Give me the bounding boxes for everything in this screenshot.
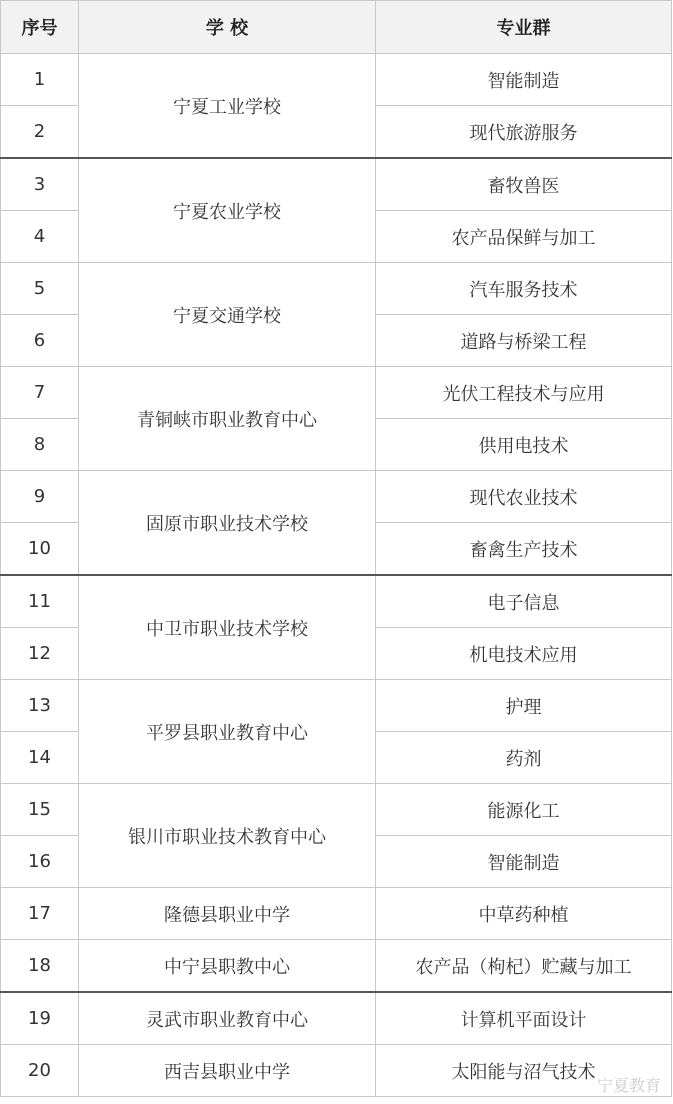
table-row <box>1 367 672 419</box>
table-row <box>1 888 672 940</box>
row-index: 13 <box>1 680 79 732</box>
major-group: 太阳能与沼气技术 <box>376 1045 672 1097</box>
major-group: 计算机平面设计 <box>376 992 672 1045</box>
table-row <box>1 575 672 628</box>
school-name: 灵武市职业教育中心 <box>79 992 376 1045</box>
row-index: 14 <box>1 732 79 784</box>
major-group: 现代旅游服务 <box>376 106 672 159</box>
row-index: 9 <box>1 471 79 523</box>
major-group: 智能制造 <box>376 54 672 106</box>
table-row <box>1 992 672 1045</box>
watermark-text: 宁夏教育 <box>596 1076 661 1095</box>
table-row <box>1 680 672 732</box>
row-index: 6 <box>1 315 79 367</box>
school-name: 中卫市职业技术学校 <box>79 575 376 680</box>
table-row <box>1 54 672 106</box>
row-index: 19 <box>1 992 79 1045</box>
row-index: 10 <box>1 523 79 576</box>
major-group: 护理 <box>376 680 672 732</box>
table-row <box>1 940 672 993</box>
table-row <box>1 1045 672 1097</box>
row-index: 7 <box>1 367 79 419</box>
major-group: 畜禽生产技术 <box>376 523 672 576</box>
table-row <box>1 784 672 836</box>
school-name: 固原市职业技术学校 <box>79 471 376 576</box>
row-index: 15 <box>1 784 79 836</box>
major-group: 电子信息 <box>376 575 672 628</box>
major-group: 能源化工 <box>376 784 672 836</box>
major-group: 机电技术应用 <box>376 628 672 680</box>
school-name: 宁夏工业学校 <box>79 54 376 159</box>
row-index: 18 <box>1 940 79 993</box>
major-group: 汽车服务技术 <box>376 263 672 315</box>
major-group: 农产品保鲜与加工 <box>376 211 672 263</box>
row-index: 4 <box>1 211 79 263</box>
school-name: 青铜峡市职业教育中心 <box>79 367 376 471</box>
header-school: 学 校 <box>79 1 376 54</box>
school-name: 西吉县职业中学 <box>79 1045 376 1097</box>
row-index: 17 <box>1 888 79 940</box>
school-name: 平罗县职业教育中心 <box>79 680 376 784</box>
table-row <box>1 471 672 523</box>
row-index: 20 <box>1 1045 79 1097</box>
row-index: 2 <box>1 106 79 159</box>
row-index: 1 <box>1 54 79 106</box>
major-group: 畜牧兽医 <box>376 158 672 211</box>
major-group: 光伏工程技术与应用 <box>376 367 672 419</box>
major-group: 供用电技术 <box>376 419 672 471</box>
major-group: 智能制造 <box>376 836 672 888</box>
row-index: 3 <box>1 158 79 211</box>
school-name: 中宁县职教中心 <box>79 940 376 993</box>
major-group: 农产品（枸杞）贮藏与加工 <box>376 940 672 993</box>
school-name: 宁夏交通学校 <box>79 263 376 367</box>
table-header-row <box>1 1 672 54</box>
major-group: 现代农业技术 <box>376 471 672 523</box>
row-index: 11 <box>1 575 79 628</box>
school-name: 隆德县职业中学 <box>79 888 376 940</box>
table-row <box>1 263 672 315</box>
major-group: 道路与桥梁工程 <box>376 315 672 367</box>
header-index: 序号 <box>1 1 79 54</box>
school-name: 宁夏农业学校 <box>79 158 376 263</box>
row-index: 12 <box>1 628 79 680</box>
major-group: 中草药种植 <box>376 888 672 940</box>
row-index: 8 <box>1 419 79 471</box>
table-row <box>1 158 672 211</box>
row-index: 16 <box>1 836 79 888</box>
row-index: 5 <box>1 263 79 315</box>
school-name: 银川市职业技术教育中心 <box>79 784 376 888</box>
major-group: 药剂 <box>376 732 672 784</box>
header-major: 专业群 <box>376 1 672 54</box>
